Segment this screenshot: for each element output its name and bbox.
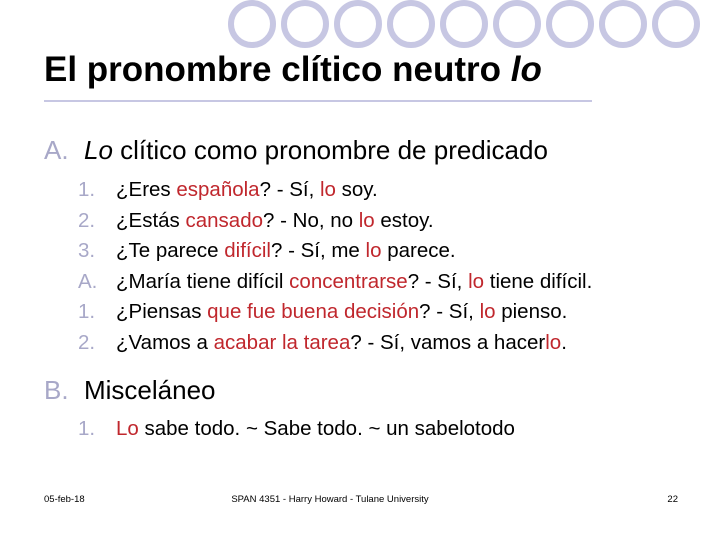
item-highlight: que fue buena decisión [207, 300, 420, 323]
binder-ring-3 [334, 0, 382, 48]
item-highlight: lo [365, 239, 382, 262]
list-item [78, 268, 592, 299]
title-italic: lo [510, 50, 542, 89]
binder-ring-1 [228, 0, 276, 48]
section-b-heading [44, 375, 216, 406]
item-text: ¿Eres [116, 178, 177, 201]
binder-ring-9 [652, 0, 700, 48]
item-text: parece. [381, 239, 456, 262]
item-highlight: lo [479, 300, 496, 323]
binder-ring-7 [546, 0, 594, 48]
binder-ring-4 [387, 0, 435, 48]
page-title [44, 50, 542, 90]
item-text: ? - Sí, [259, 178, 320, 201]
item-text: ¿Vamos a [116, 330, 214, 354]
list-item [78, 298, 592, 329]
item-text: . [561, 330, 567, 354]
binder-ring-6 [493, 0, 541, 48]
item-text: estoy. [374, 208, 434, 232]
item-text: ? - No, no [263, 208, 359, 232]
item-highlight: lo [358, 208, 375, 232]
item-highlight: acabar la tarea [213, 330, 351, 354]
list-item [78, 207, 592, 238]
list-item [78, 237, 592, 268]
item-text: ¿Piensas [116, 300, 208, 323]
list-item [78, 176, 592, 207]
item-text: soy. [335, 178, 378, 201]
item-text: ? - Sí, me [270, 239, 366, 262]
footer-course: SPAN 4351 - Harry Howard - Tulane University [231, 494, 429, 505]
title-main: El pronombre clítico neutro [44, 50, 511, 89]
item-highlight: cansado [185, 208, 264, 232]
item-text: sabe todo. ~ Sabe todo. ~ un sabelotodo [138, 417, 515, 440]
title-divider [44, 100, 592, 102]
item-highlight: Lo [116, 417, 139, 440]
item-text: ¿María tiene difícil [116, 269, 290, 293]
section-a-text: clítico como pronombre de predicado [112, 135, 548, 165]
item-text: pienso. [495, 300, 568, 323]
footer-page-number: 22 [667, 494, 678, 505]
item-highlight: difícil [224, 239, 271, 262]
item-text: ? - Sí, [419, 300, 480, 323]
item-text: ¿Estás [116, 208, 186, 232]
item-highlight: concentrarse [289, 269, 408, 293]
binder-ring-2 [281, 0, 329, 48]
section-a-heading [44, 135, 548, 166]
item-number: 2. [78, 330, 96, 354]
item-highlight: lo [319, 178, 336, 201]
section-a-marker: A. [44, 135, 69, 165]
item-number: A. [78, 269, 98, 293]
item-number: 1. [78, 300, 96, 323]
item-number: 1. [78, 178, 96, 201]
item-highlight: española [176, 178, 260, 201]
section-a-italic: Lo [84, 135, 113, 165]
item-number: 2. [78, 208, 96, 232]
section-b-text: Misceláneo [84, 375, 216, 405]
list-item [78, 329, 592, 360]
item-text: ¿Te parece [116, 239, 225, 262]
item-text: tiene difícil. [484, 269, 593, 293]
section-b-marker: B. [44, 375, 69, 405]
item-highlight: lo [545, 330, 562, 354]
list-item [78, 415, 515, 446]
footer-date: 05-feb-18 [44, 494, 85, 505]
example-list [78, 176, 592, 359]
item-text: ? - Sí, [407, 269, 469, 293]
binder-ring-5 [440, 0, 488, 48]
binder-ring-8 [599, 0, 647, 48]
item-text: ? - Sí, vamos a hacer [350, 330, 546, 354]
item-number: 1. [78, 417, 96, 440]
item-number: 3. [78, 239, 96, 262]
item-highlight: lo [468, 269, 485, 293]
